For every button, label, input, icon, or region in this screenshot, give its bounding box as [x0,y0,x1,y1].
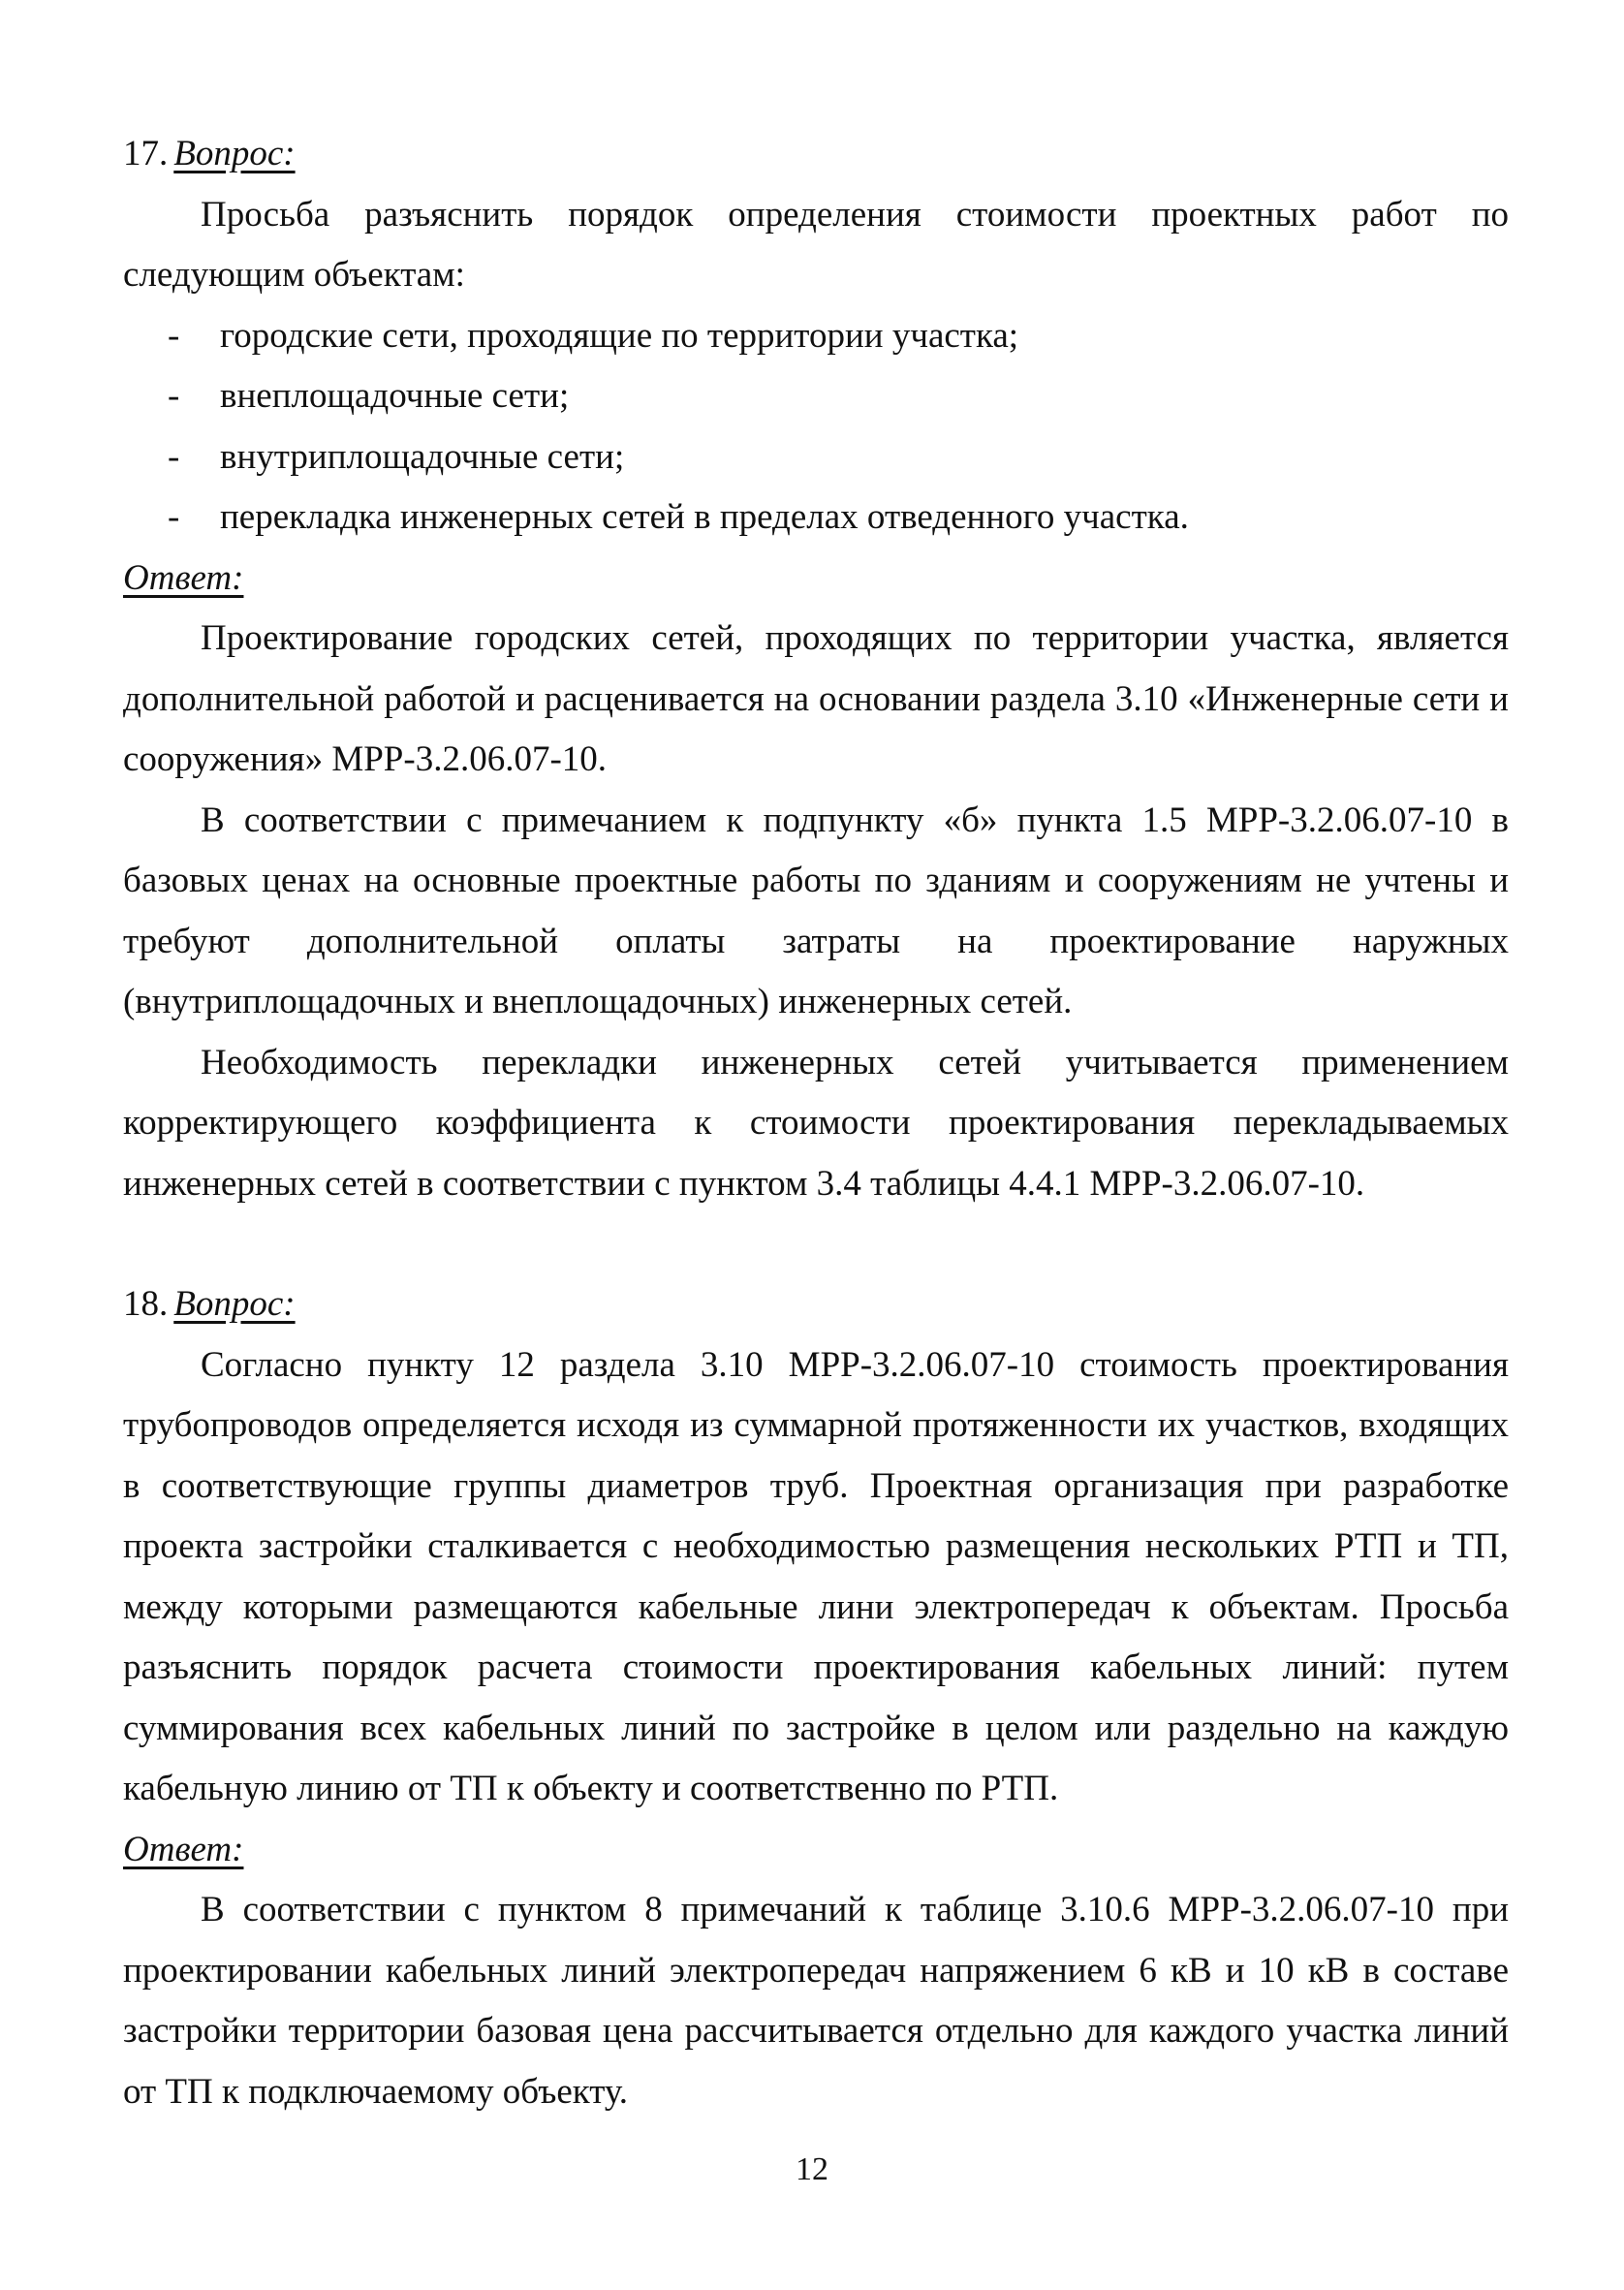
list-item [123,487,1509,549]
answer-paragraph: В соответствии с пунктом 8 примечаний к таблице 3.10.6 МРР-3.2.06.07-10 при проектировании кабельных линий электропередач напряжением 6 кВ и 10 кВ в составе застройки территории базовая цена рассчитывается отдельно для каждого участка линий от ТП к подключаемому объекту. [123,1890,1509,2112]
answer-label: Ответ: [123,557,244,598]
list-item-text: перекладка инженерных сетей в пределах отведенного участка. [220,497,1189,537]
list-item-text: городские сети, проходящие по территории участка; [220,315,1019,356]
list-dash: - [168,376,180,416]
answer-heading [123,1820,1509,1881]
question-label: Вопрос: [173,1284,296,1324]
list-item-text: внутриплощадочные сети; [220,436,625,477]
objects-list [123,306,1509,549]
list-dash: - [168,497,180,537]
answer-paragraph: Проектирование городских сетей, проходящих по территории участка, является дополнительной работой и расценивается на основании раздела 3.10 «Инженерные сети и сооружения» МРР-3.2.06.07-10. [123,618,1509,779]
question-number: 18. [123,1284,169,1324]
answer-paragraph: Необходимость перекладки инженерных сетей учитывается применением корректирующего коэффициента к стоимости проектирования перекладываемых инженерных сетей в соответствии с пунктом 3.4 таблицы 4.4.1 МРР-3.2.06.07-10. [123,1042,1509,1204]
question-paragraph: Согласно пункту 12 раздела 3.10 МРР-3.2.06.07-10 стоимость проектирования трубопроводов определяется исходя из суммарной протяженности их участков, входящих в соответствующие группы диаметров труб. Проектная организация при разработке проекта застройки сталкивается с необходимостью размещения нескольких РТП и ТП, между которыми размещаются кабельные лини электропередач к объектам. Просьба разъяснить порядок расчета стоимости проектирования кабельных линий: путем суммирования всех кабельных линий по застройке в целом или раздельно на каждую кабельную линию от ТП к объекту и соответственно по РТП. [123,1344,1509,1808]
list-item [123,427,1509,488]
list-item-text: внеплощадочные сети; [220,376,570,416]
question-heading [123,124,1509,185]
page-number: 12 [796,2151,828,2187]
question-label: Вопрос: [173,134,296,173]
answer-label: Ответ: [123,1829,244,1869]
question-paragraph: Просьба разъяснить порядок определения стоимости проектных работ по следующим объектам: [123,194,1509,295]
list-dash: - [168,436,180,477]
list-item [123,366,1509,427]
section-17 [123,124,1509,1214]
list-item [123,306,1509,367]
answer-paragraph: В соответствии с примечанием к подпункту «б» пункта 1.5 МРР-3.2.06.07-10 в базовых ценах на основные проектные работы по зданиям и сооружениям не учтены и требуют дополнительной оплаты затраты на проектирование наружных (внутриплощадочных и внеплощадочных) инженерных сетей. [123,800,1509,1021]
question-heading [123,1274,1509,1335]
question-number: 17. [123,134,169,173]
answer-heading [123,549,1509,610]
list-dash: - [168,315,180,356]
document-page [123,124,1509,2122]
section-18 [123,1274,1509,2122]
